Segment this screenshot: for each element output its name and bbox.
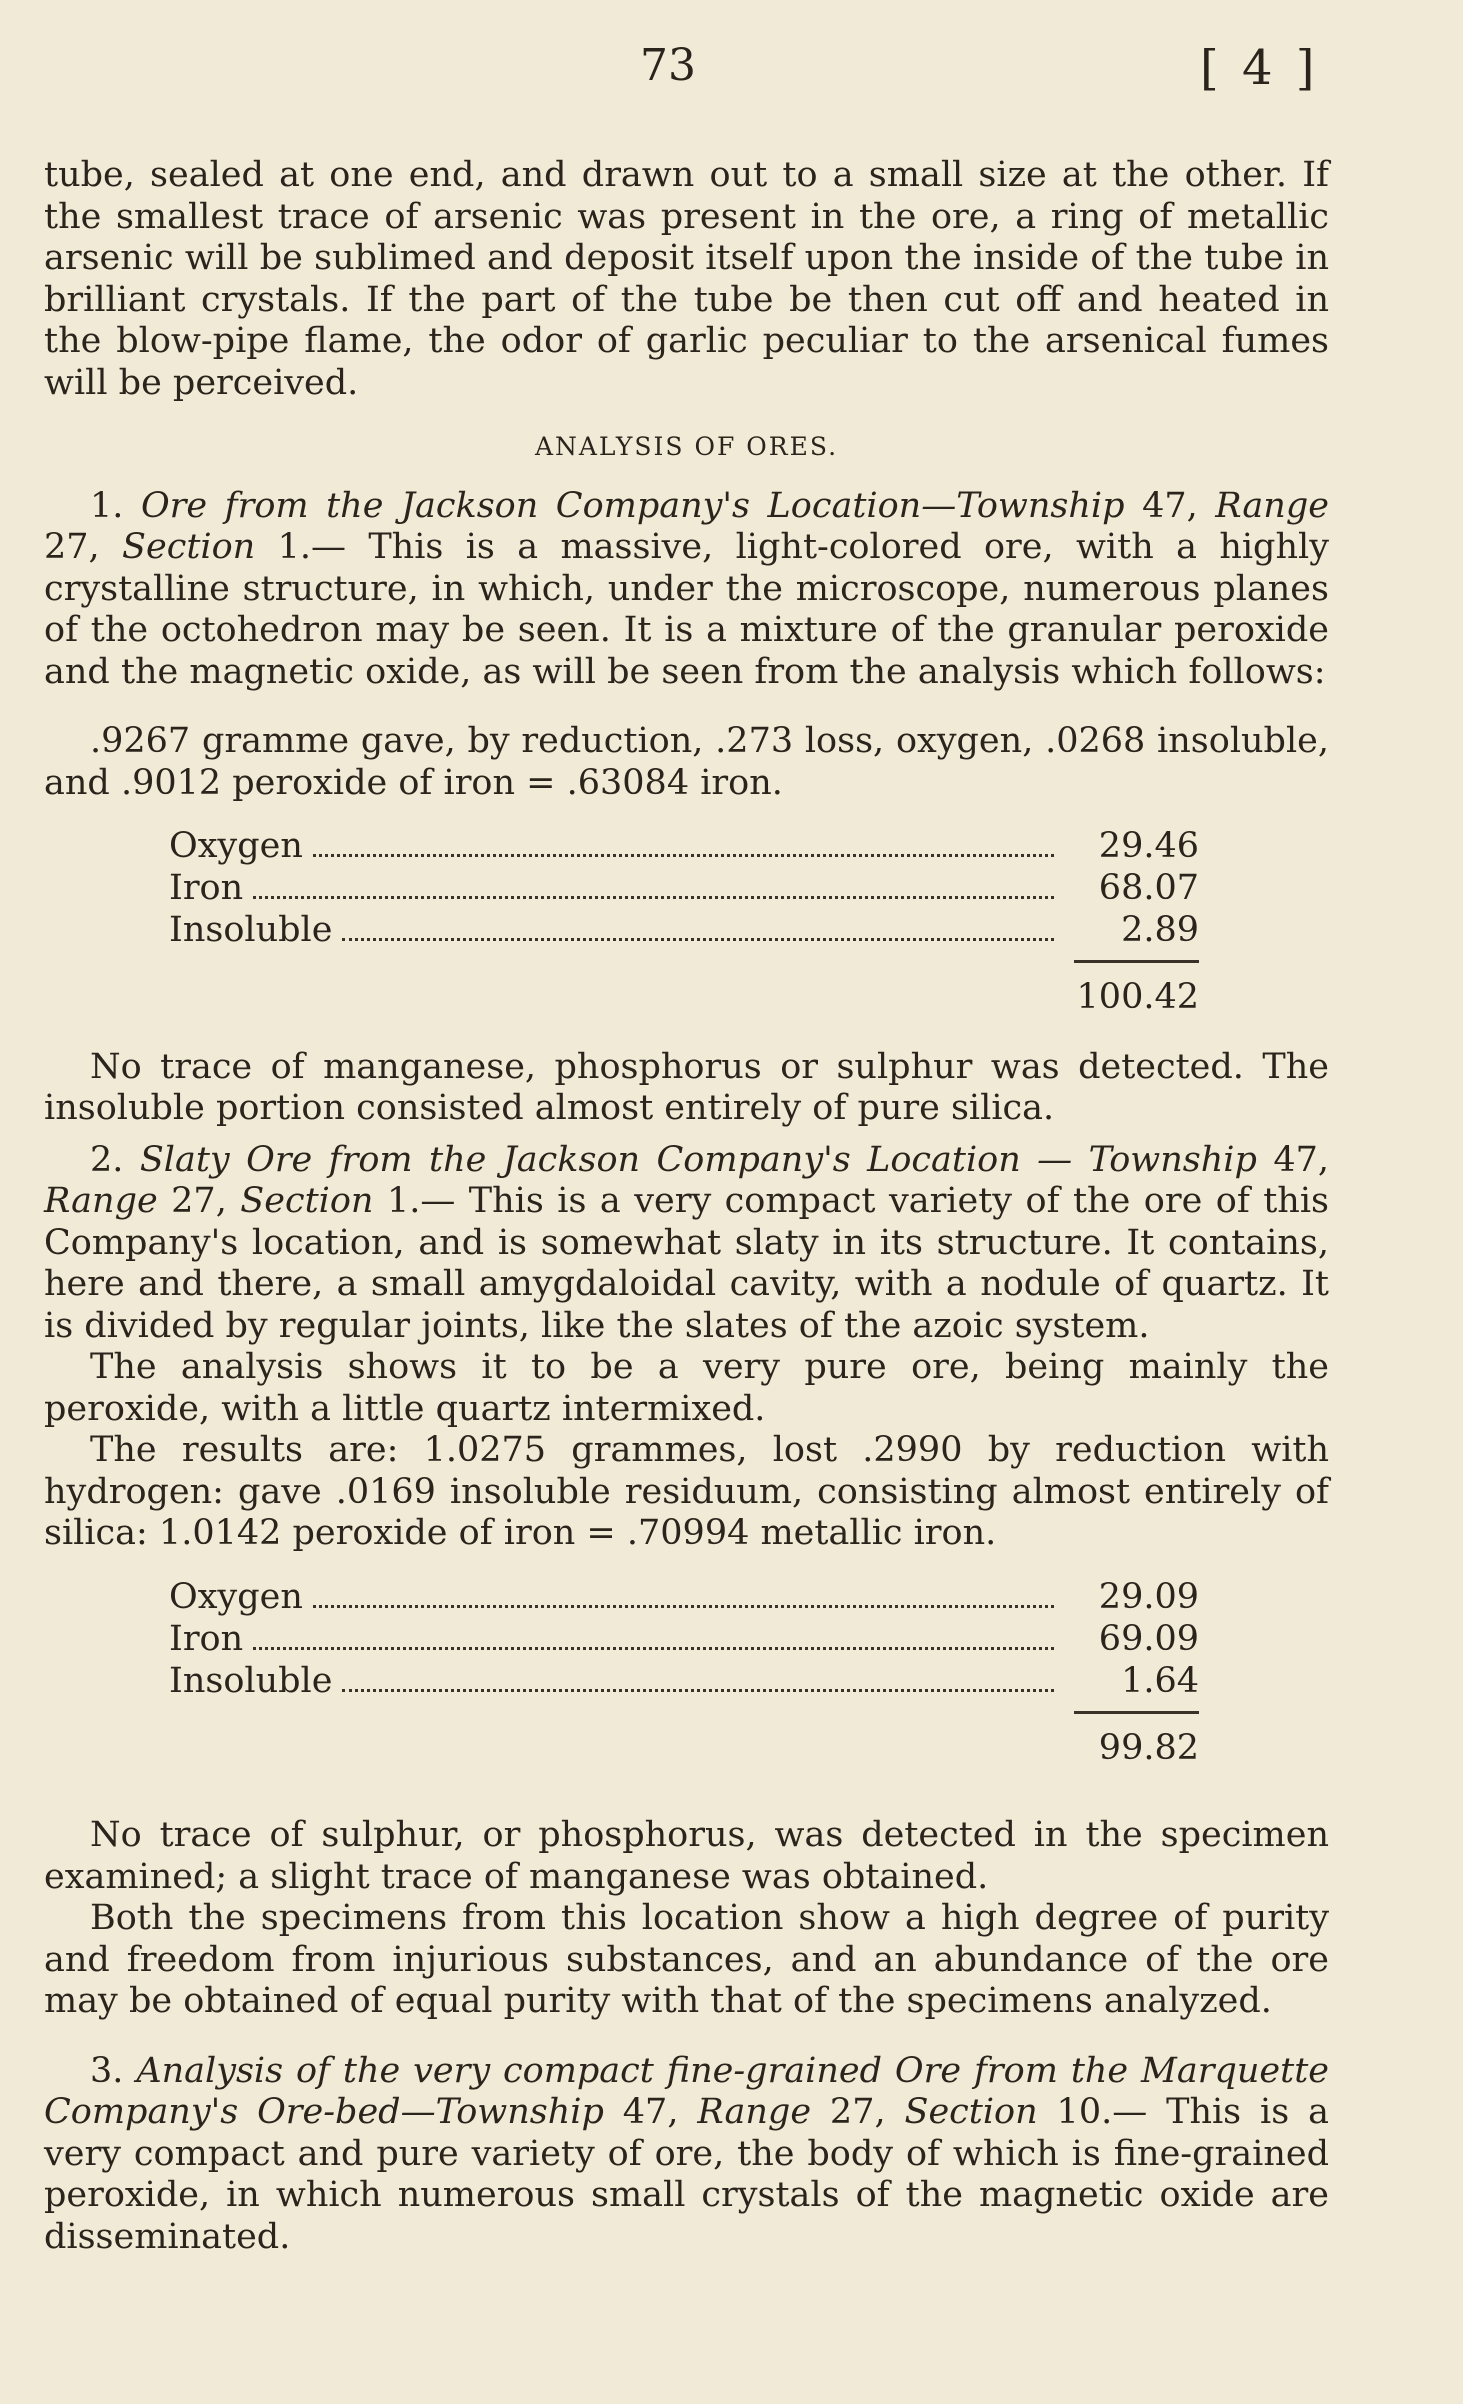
page-body	[44, 155, 1329, 2258]
paragraph-arsenic-test: tube, sealed at one end, and drawn out to a small size at the other. If the smallest trace of arsenic was present in the ore, a ring of metallic arsenic will be sublimed and deposit itself upon the inside of the tube in brilliant crystals. If the part of the tube be then cut off and heated in the blow-pipe flame, the odor of garlic peculiar to the arsenical fumes will be perceived.	[44, 155, 1329, 403]
table-row: Insoluble 2.89	[169, 910, 1199, 950]
paragraph-ore-2: 2. Slaty Ore from the Jackson Company's Location — Township 47, Range 27, Section 1.— This is a very compact variety of the ore of this Company's location, and is somewhat slaty in its structure. It contains, here and there, a small amygdaloidal cavity, with a nodule of quartz. It is divided by regular joints, like the slates of the azoic system.	[44, 1139, 1329, 1346]
page-number: 73	[640, 40, 696, 91]
table-row: Oxygen 29.09	[169, 1576, 1199, 1617]
paragraph-ore-1: 1. Ore from the Jackson Company's Location—Township 47, Range 27, Section 1.— This is a massive, light-colored ore, with a highly crystalline structure, in which, under the microscope, numerous planes of the octohedron may be seen. It is a mixture of the granular peroxide and the magnetic oxide, as will be seen from the analysis which follows:	[44, 485, 1329, 692]
paragraph-ore-3: 3. Analysis of the very compact fine-grained Ore from the Marquette Company's Ore-bed—Township 47, Range 27, Section 10.— This is a very compact and pure variety of ore, the body of which is fine-grained peroxide, in which numerous small crystals of the magnetic oxide are disseminated.	[44, 2050, 1329, 2257]
table-row: Oxygen 29.46	[169, 826, 1199, 866]
table-row: Iron 68.07	[169, 868, 1199, 908]
paragraph-both-specimens: Both the specimens from this location show a high degree of purity and freedom from injurious substances, and an abundance of the ore may be obtained of equal purity with that of the specimens analyzed.	[44, 1898, 1329, 2021]
analysis-table-2	[169, 1577, 1199, 1770]
paragraph-reduction-1: .9267 gramme gave, by reduction, .273 loss, oxygen, .0268 insoluble, and .9012 peroxide of iron = .63084 iron.	[44, 721, 1329, 803]
table-total: 99.82	[169, 1711, 1199, 1770]
paragraph-no-trace-2: No trace of sulphur, or phosphorus, was detected in the specimen examined; a slight trace of manganese was obtained.	[44, 1815, 1329, 1897]
paragraph-no-trace-1: No trace of manganese, phosphorus or sulphur was detected. The insoluble portion consisted almost entirely of pure silica.	[44, 1046, 1329, 1128]
signature-mark: [ 4 ]	[1200, 40, 1319, 96]
table-row: Insoluble 1.64	[169, 1660, 1199, 1701]
table-row: Iron 69.09	[169, 1618, 1199, 1659]
analysis-table-1	[169, 826, 1199, 1019]
paragraph-results-2: The results are: 1.0275 grammes, lost .2990 by reduction with hydrogen: gave .0169 insoluble residuum, consisting almost entirely of silica: 1.0142 peroxide of iron = .70994 metallic iron.	[44, 1430, 1329, 1553]
page-header	[0, 40, 1463, 100]
table-total: 100.42	[169, 960, 1199, 1019]
paragraph-pure-ore: The analysis shows it to be a very pure ore, being mainly the peroxide, with a little quartz intermixed.	[44, 1347, 1329, 1429]
section-heading: ANALYSIS OF ORES.	[534, 432, 839, 461]
